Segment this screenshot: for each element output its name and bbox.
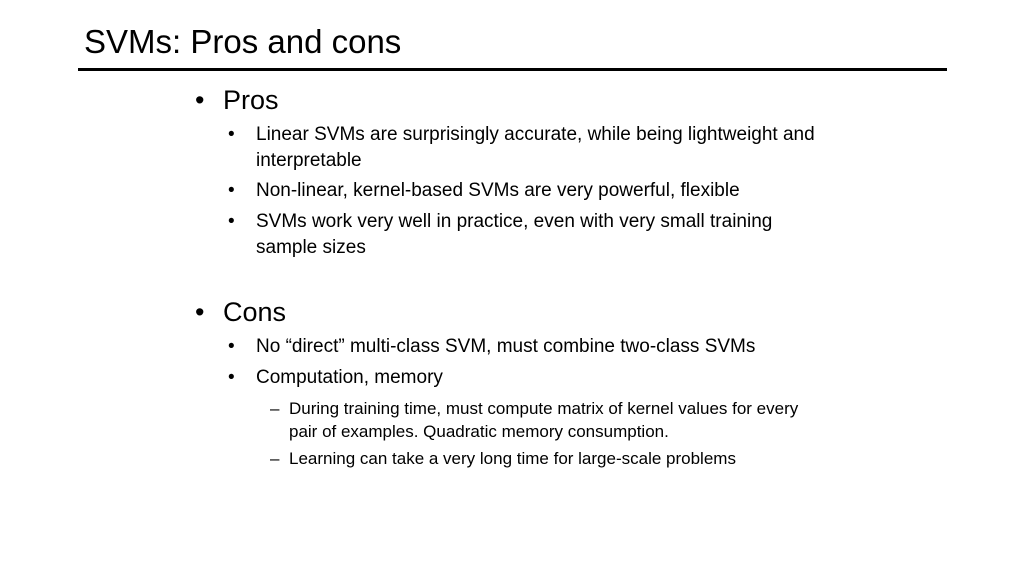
pros-item-text: Linear SVMs are surprisingly accurate, while being lightweight and interpretable	[256, 124, 815, 171]
bullet-glyph: •	[228, 367, 235, 388]
cons-subitem-text: During training time, must compute matrix of kernel values for every pair of examples. Quadratic memory consumption.	[289, 399, 799, 441]
cons-subitem	[270, 447, 830, 470]
pros-item-text: SVMs work very well in practice, even with very small training sample sizes	[256, 211, 773, 258]
bullet-glyph: •	[228, 124, 235, 145]
dash-glyph: –	[270, 449, 280, 468]
bullet-glyph: •	[228, 180, 235, 201]
cons-item	[228, 365, 818, 391]
cons-subitem	[270, 397, 830, 443]
pros-item	[228, 122, 818, 174]
cons-subitem-text: Learning can take a very long time for large-scale problems	[289, 449, 736, 468]
slide-title: SVMs: Pros and cons	[84, 23, 402, 60]
cons-item	[228, 334, 818, 360]
cons-heading-text: Cons	[223, 297, 287, 327]
dash-glyph: –	[270, 399, 280, 418]
bullet-glyph: •	[228, 211, 235, 232]
pros-item-text: Non-linear, kernel-based SVMs are very powerful, flexible	[256, 180, 740, 201]
cons-item-text: No “direct” multi-class SVM, must combine two-class SVMs	[256, 336, 756, 357]
bullet-glyph: •	[195, 297, 205, 327]
cons-item-text: Computation, memory	[256, 367, 443, 388]
pros-heading-text: Pros	[223, 85, 279, 115]
bullet-glyph: •	[195, 85, 205, 115]
bullet-glyph: •	[228, 336, 235, 357]
pros-item	[228, 178, 818, 204]
pros-item	[228, 209, 818, 261]
